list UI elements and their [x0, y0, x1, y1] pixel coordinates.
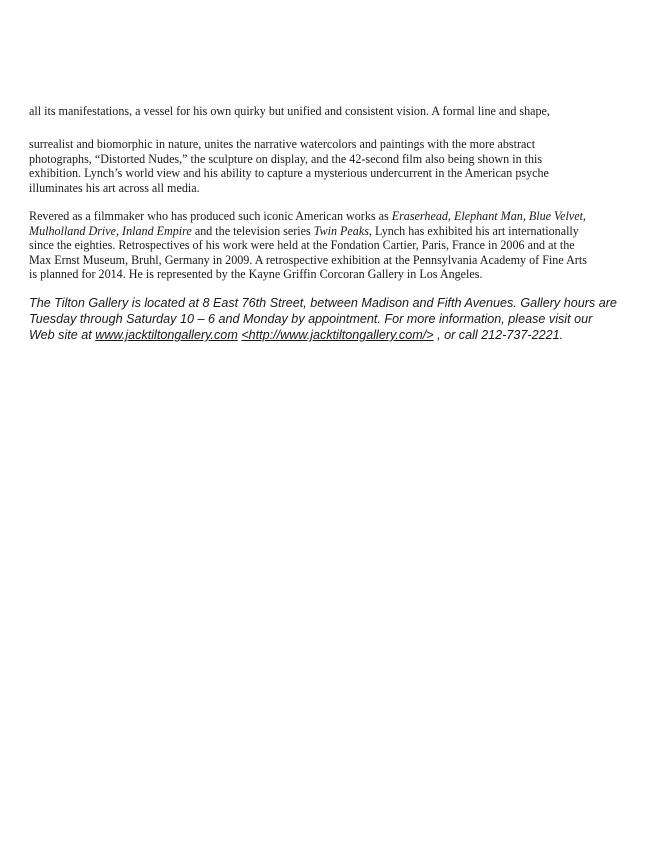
paragraph-exhibition-description: [29, 137, 629, 195]
text-line: [29, 224, 629, 239]
text-line: The Tilton Gallery is located at 8 East 76th Street, between Madison and Fifth Avenues. Gallery hours are: [29, 296, 617, 310]
text-run: and the television series: [191, 223, 314, 238]
text-run: , Lynch has exhibited his art internationally: [368, 223, 579, 238]
paragraph-continuation: [29, 104, 629, 119]
text-line: since the eighties. Retrospectives of his work were held at the Fondation Cartier, Paris, France in 2006 and at the: [29, 238, 575, 253]
text-line: illuminates his art across all media.: [29, 180, 200, 195]
film-title: Eraserhead: [391, 209, 448, 223]
text-line: [29, 327, 634, 343]
text-line: is planned for 2014. He is represented by the Kayne Griffin Corcoran Gallery in Los Angeles.: [29, 267, 483, 282]
gallery-url-link[interactable]: <http://www.jacktiltongallery.com/>: [241, 328, 434, 342]
text-run: Web site at: [29, 328, 96, 342]
film-titles: Mulholland Drive, Inland Empire: [29, 223, 192, 238]
text-line: photographs, “Distorted Nudes,” the sculpture on display, and the 42-second film also being shown in this: [29, 151, 543, 166]
text-line: all its manifestations, a vessel for his own quirky but unified and consistent vision. A formal line and shape,: [29, 104, 550, 118]
film-titles: Elephant Man, Blue Velvet,: [453, 209, 586, 223]
text-line: [29, 209, 629, 224]
paragraph-gallery-info: [29, 295, 634, 343]
text-line: surrealist and biomorphic in nature, unites the narrative watercolors and paintings with the more abstract: [29, 137, 536, 151]
text-run: ,: [447, 209, 454, 223]
text-line: exhibition. Lynch’s world view and his ability to capture a mysterious undercurrent in the American psyche: [29, 166, 549, 181]
text-run: Revered as a filmmaker who has produced such iconic American works as: [29, 209, 392, 223]
paragraph-biography: [29, 209, 629, 282]
text-run: , or call 212-737-2221.: [433, 328, 564, 342]
tv-series-title: Twin Peaks: [313, 223, 369, 238]
gallery-website-link[interactable]: www.jacktiltongallery.com: [95, 328, 238, 342]
text-line: Max Ernst Museum, Bruhl, Germany in 2009. A retrospective exhibition at the Pennsylvania Academy of Fine Arts: [29, 252, 587, 267]
text-line: Tuesday through Saturday 10 – 6 and Monday by appointment. For more information, please visit our: [29, 312, 593, 326]
